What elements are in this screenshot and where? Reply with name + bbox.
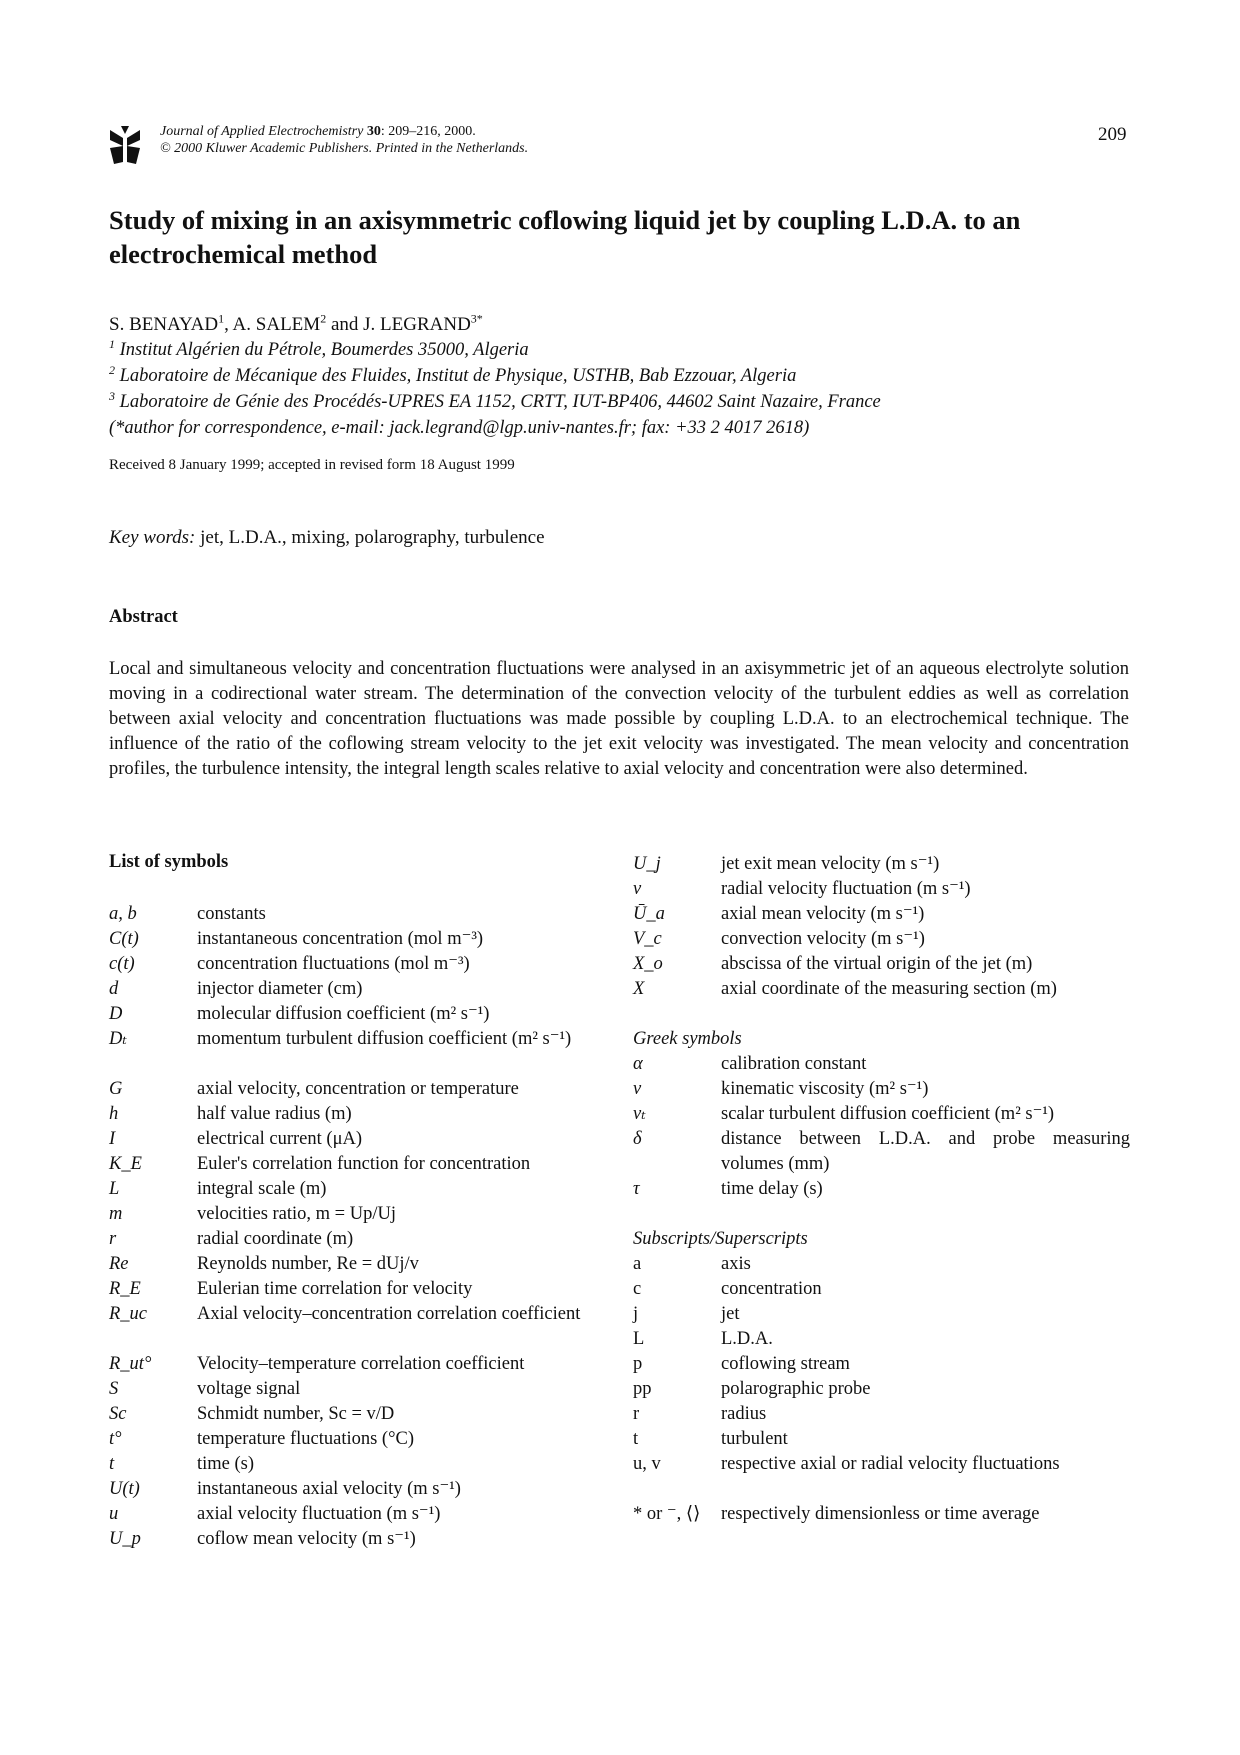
symbol: Sc xyxy=(109,1404,127,1424)
symbol-desc: kinematic viscosity (m² s⁻¹) xyxy=(721,1079,929,1099)
symbol-desc: turbulent xyxy=(721,1429,788,1449)
symbol-row xyxy=(109,952,606,977)
greek-symbols-heading: Greek symbols xyxy=(633,1029,742,1049)
symbol: c xyxy=(633,1279,642,1299)
symbol: X_o xyxy=(633,954,663,974)
symbol-row xyxy=(633,927,1130,952)
symbol-desc: coflowing stream xyxy=(721,1354,850,1374)
journal-header xyxy=(160,123,528,157)
symbol: d xyxy=(109,979,119,999)
symbol: v xyxy=(633,1079,642,1099)
symbol-row xyxy=(109,1302,606,1352)
symbol-desc: half value radius (m) xyxy=(197,1104,352,1124)
symbol-row xyxy=(633,1102,1130,1127)
symbol-row xyxy=(109,1527,606,1552)
symbol-row xyxy=(109,1227,606,1252)
symbol-desc: molecular diffusion coefficient (m² s⁻¹) xyxy=(197,1004,490,1024)
symbol-row xyxy=(633,1452,1130,1502)
symbols-heading: List of symbols xyxy=(109,852,229,872)
symbol-desc: voltage signal xyxy=(197,1379,301,1399)
symbol-row xyxy=(109,1377,606,1402)
symbol-desc: radial coordinate (m) xyxy=(197,1229,354,1249)
symbol-desc: axis xyxy=(721,1254,751,1274)
symbol: G xyxy=(109,1079,123,1099)
symbol: Ū_a xyxy=(633,904,665,924)
affiliation-2 xyxy=(109,362,797,387)
symbols-left-column xyxy=(109,902,606,1552)
symbol-desc: axial mean velocity (m s⁻¹) xyxy=(721,904,925,924)
symbol-desc: scalar turbulent diffusion coefficient (m² s⁻¹) xyxy=(721,1104,1055,1124)
symbol: pp xyxy=(633,1379,652,1399)
symbol-row xyxy=(109,1277,606,1302)
symbol-desc: instantaneous axial velocity (m s⁻¹) xyxy=(197,1479,461,1499)
symbol-desc: instantaneous concentration (mol m⁻³) xyxy=(197,929,484,949)
author-2-sup: 2 xyxy=(320,311,327,326)
symbol-desc: radius xyxy=(721,1404,767,1424)
symbol: r xyxy=(633,1404,640,1424)
symbol-desc: jet exit mean velocity (m s⁻¹) xyxy=(721,854,940,874)
symbol-row xyxy=(633,1302,1130,1327)
correspondence: (*author for correspondence, e-mail: jack.legrand@lgp.univ-nantes.fr; fax: +33 2 4017 2618) xyxy=(109,418,810,438)
journal-name: Journal of Applied Electrochemistry xyxy=(160,124,364,139)
symbol-row xyxy=(109,1027,606,1077)
symbol-desc: concentration fluctuations (mol m⁻³) xyxy=(197,954,470,974)
symbol: X xyxy=(633,979,645,999)
symbol: V_c xyxy=(633,929,662,949)
keywords-text: jet, L.D.A., mixing, polarography, turbulence xyxy=(195,527,545,548)
symbol-desc: injector diameter (cm) xyxy=(197,979,363,999)
symbol-desc: Axial velocity–concentration correlation coefficient xyxy=(197,1304,581,1324)
symbol-desc: temperature fluctuations (°C) xyxy=(197,1429,414,1449)
author-3-sup: 3* xyxy=(470,311,483,326)
symbol-row xyxy=(109,1152,606,1177)
symbol-desc: axial coordinate of the measuring section (m) xyxy=(721,979,1057,999)
symbol-row xyxy=(109,1402,606,1427)
symbol: U_j xyxy=(633,854,661,874)
symbol-desc: constants xyxy=(197,904,266,924)
symbol-desc: time delay (s) xyxy=(721,1179,823,1199)
symbol-desc: velocities ratio, m = Up/Uj xyxy=(197,1204,396,1224)
author-3: and J. LEGRAND xyxy=(326,314,471,335)
copyright-line: © 2000 Kluwer Academic Publishers. Printed in the Netherlands. xyxy=(160,141,529,156)
symbol: U(t) xyxy=(109,1479,140,1499)
symbol-row xyxy=(109,1502,606,1527)
symbol-desc: integral scale (m) xyxy=(197,1179,327,1199)
affiliation-2-text: Laboratoire de Mécanique des Fluides, Institut de Physique, USTHB, Bab Ezzouar, Algeria xyxy=(119,366,797,386)
symbol-row xyxy=(109,1177,606,1202)
symbol-row xyxy=(633,1327,1130,1352)
abstract-text: Local and simultaneous velocity and concentration fluctuations were analysed in an axisymmetric jet of an aqueous electrolyte solution moving in a codirectional water stream. The determination of the convection velocity of the turbulent eddies as well as correlation between axial velocity and concentration fluctuations was made possible by coupling L.D.A. to an electrochemical technique. The influence of the ratio of the coflowing stream velocity to the jet exit velocity was investigated. The mean velocity and concentration profiles, the turbulence intensity, the integral length scales relative to axial velocity and concentration were also determined. xyxy=(109,659,1129,779)
symbol-row xyxy=(633,1352,1130,1377)
symbol: t xyxy=(109,1454,115,1474)
symbol-row xyxy=(109,1452,606,1477)
article-title: Study of mixing in an axisymmetric coflowing liquid jet by coupling L.D.A. to an electrochemical method xyxy=(109,205,1021,269)
symbol-row xyxy=(633,1402,1130,1427)
symbol-row xyxy=(633,877,1130,902)
symbol-row xyxy=(633,1052,1130,1077)
symbol-row xyxy=(633,977,1130,1027)
symbol: R_ut° xyxy=(109,1354,152,1374)
symbol: v xyxy=(633,879,642,899)
symbol: u xyxy=(109,1504,119,1524)
symbol: Re xyxy=(109,1254,129,1274)
symbol: j xyxy=(633,1304,639,1324)
symbol: r xyxy=(109,1229,117,1249)
affiliation-3-sup: 3 xyxy=(109,388,115,403)
symbol: t xyxy=(633,1429,639,1449)
symbol-row xyxy=(109,1427,606,1452)
symbol-desc: convection velocity (m s⁻¹) xyxy=(721,929,925,949)
symbol-row xyxy=(109,1202,606,1227)
symbol-row xyxy=(109,1252,606,1277)
symbol-row xyxy=(109,1127,606,1152)
symbol-desc: polarographic probe xyxy=(721,1379,871,1399)
symbol-desc: coflow mean velocity (m s⁻¹) xyxy=(197,1529,416,1549)
symbol-desc: momentum turbulent diffusion coefficient (m² s⁻¹) xyxy=(197,1029,572,1049)
keywords xyxy=(109,527,545,549)
affiliation-3 xyxy=(109,388,881,413)
symbol-desc: L.D.A. xyxy=(721,1329,773,1349)
symbol: m xyxy=(109,1204,123,1224)
symbol: R_uc xyxy=(109,1304,148,1324)
symbol: I xyxy=(109,1129,116,1149)
symbol-desc: radial velocity fluctuation (m s⁻¹) xyxy=(721,879,971,899)
symbol: * or ⁻, ⟨⟩ xyxy=(633,1504,701,1524)
author-1-sup: 1 xyxy=(218,311,225,326)
symbol: L xyxy=(633,1329,645,1349)
symbol: α xyxy=(633,1054,643,1074)
symbol-row xyxy=(109,1477,606,1502)
symbol-desc: Eulerian time correlation for velocity xyxy=(197,1279,473,1299)
symbol-row xyxy=(109,927,606,952)
symbol-desc: concentration xyxy=(721,1279,822,1299)
affiliation-3-text: Laboratoire de Génie des Procédés-UPRES EA 1152, CRTT, IUT-BP406, 44602 Saint Nazaire, France xyxy=(119,392,881,412)
symbol: D xyxy=(109,1004,123,1024)
symbol-desc: electrical current (μA) xyxy=(197,1129,363,1149)
symbol-desc: Euler's correlation function for concentration xyxy=(197,1154,531,1174)
symbol-row xyxy=(633,1127,1130,1177)
symbol-row xyxy=(633,902,1130,927)
symbol-desc: Reynolds number, Re = dUj/v xyxy=(197,1254,419,1274)
symbol-row xyxy=(633,1252,1130,1277)
symbol-row xyxy=(109,1002,606,1027)
author-list xyxy=(109,311,483,336)
symbol-desc: axial velocity fluctuation (m s⁻¹) xyxy=(197,1504,441,1524)
symbols-right-column xyxy=(633,852,1130,1527)
symbol: a xyxy=(633,1254,642,1274)
symbol: L xyxy=(109,1179,120,1199)
abstract-heading: Abstract xyxy=(109,607,178,627)
affiliation-1-text: Institut Algérien du Pétrole, Boumerdes 35000, Algeria xyxy=(119,340,529,360)
symbol: Dₜ xyxy=(109,1029,127,1049)
page-number: 209 xyxy=(1098,124,1127,145)
symbol: S xyxy=(109,1379,119,1399)
symbol-row xyxy=(633,1077,1130,1102)
symbol-desc: respectively dimensionless or time average xyxy=(721,1504,1040,1524)
affiliation-1-sup: 1 xyxy=(109,336,115,351)
symbol-desc: Schmidt number, Sc = v/D xyxy=(197,1404,395,1424)
symbol-row xyxy=(109,1077,606,1102)
symbol: p xyxy=(633,1354,643,1374)
symbol-row xyxy=(633,1502,1130,1527)
symbol-desc: abscissa of the virtual origin of the jet (m) xyxy=(721,954,1033,974)
symbol-desc: Velocity–temperature correlation coefficient xyxy=(197,1354,525,1374)
symbol-desc: time (s) xyxy=(197,1454,255,1474)
symbol-row xyxy=(633,1277,1130,1302)
symbol-row xyxy=(633,952,1130,977)
symbol-desc: calibration constant xyxy=(721,1054,867,1074)
symbol-desc: respective axial or radial velocity fluctuations xyxy=(721,1454,1060,1474)
symbol-row xyxy=(109,902,606,927)
symbol: vₜ xyxy=(633,1104,646,1124)
symbol: c(t) xyxy=(109,954,135,974)
affiliation-1 xyxy=(109,336,529,361)
subscripts-heading: Subscripts/Superscripts xyxy=(633,1229,808,1249)
symbol: K_E xyxy=(109,1154,142,1174)
symbol: δ xyxy=(633,1129,642,1149)
symbol-row xyxy=(109,977,606,1002)
received-dates: Received 8 January 1999; accepted in revised form 18 August 1999 xyxy=(109,457,515,473)
affiliation-2-sup: 2 xyxy=(109,362,115,377)
journal-pages: : 209–216, 2000. xyxy=(380,124,476,139)
symbol: C(t) xyxy=(109,929,139,949)
author-2: , A. SALEM xyxy=(224,314,321,335)
symbol-desc: axial velocity, concentration or temperature xyxy=(197,1079,519,1099)
symbol: τ xyxy=(633,1179,640,1199)
symbol-desc: distance between L.D.A. and probe measuring volumes (mm) xyxy=(721,1129,1130,1174)
symbol: R_E xyxy=(109,1279,141,1299)
publisher-logo xyxy=(108,126,142,166)
symbol: a, b xyxy=(109,904,137,924)
symbol: u, v xyxy=(633,1454,661,1474)
symbol-row xyxy=(633,852,1130,877)
journal-volume: 30 xyxy=(366,124,381,139)
symbol: U_p xyxy=(109,1529,141,1549)
symbol-row xyxy=(109,1352,606,1377)
symbol-row xyxy=(109,1102,606,1127)
symbol-desc: jet xyxy=(721,1304,740,1324)
symbol: t° xyxy=(109,1429,122,1449)
symbol-row xyxy=(633,1177,1130,1202)
symbol-row xyxy=(633,1377,1130,1402)
author-1: S. BENAYAD xyxy=(109,314,219,335)
keywords-label: Key words: xyxy=(109,527,196,548)
symbol: h xyxy=(109,1104,119,1124)
symbol-row xyxy=(633,1427,1130,1452)
